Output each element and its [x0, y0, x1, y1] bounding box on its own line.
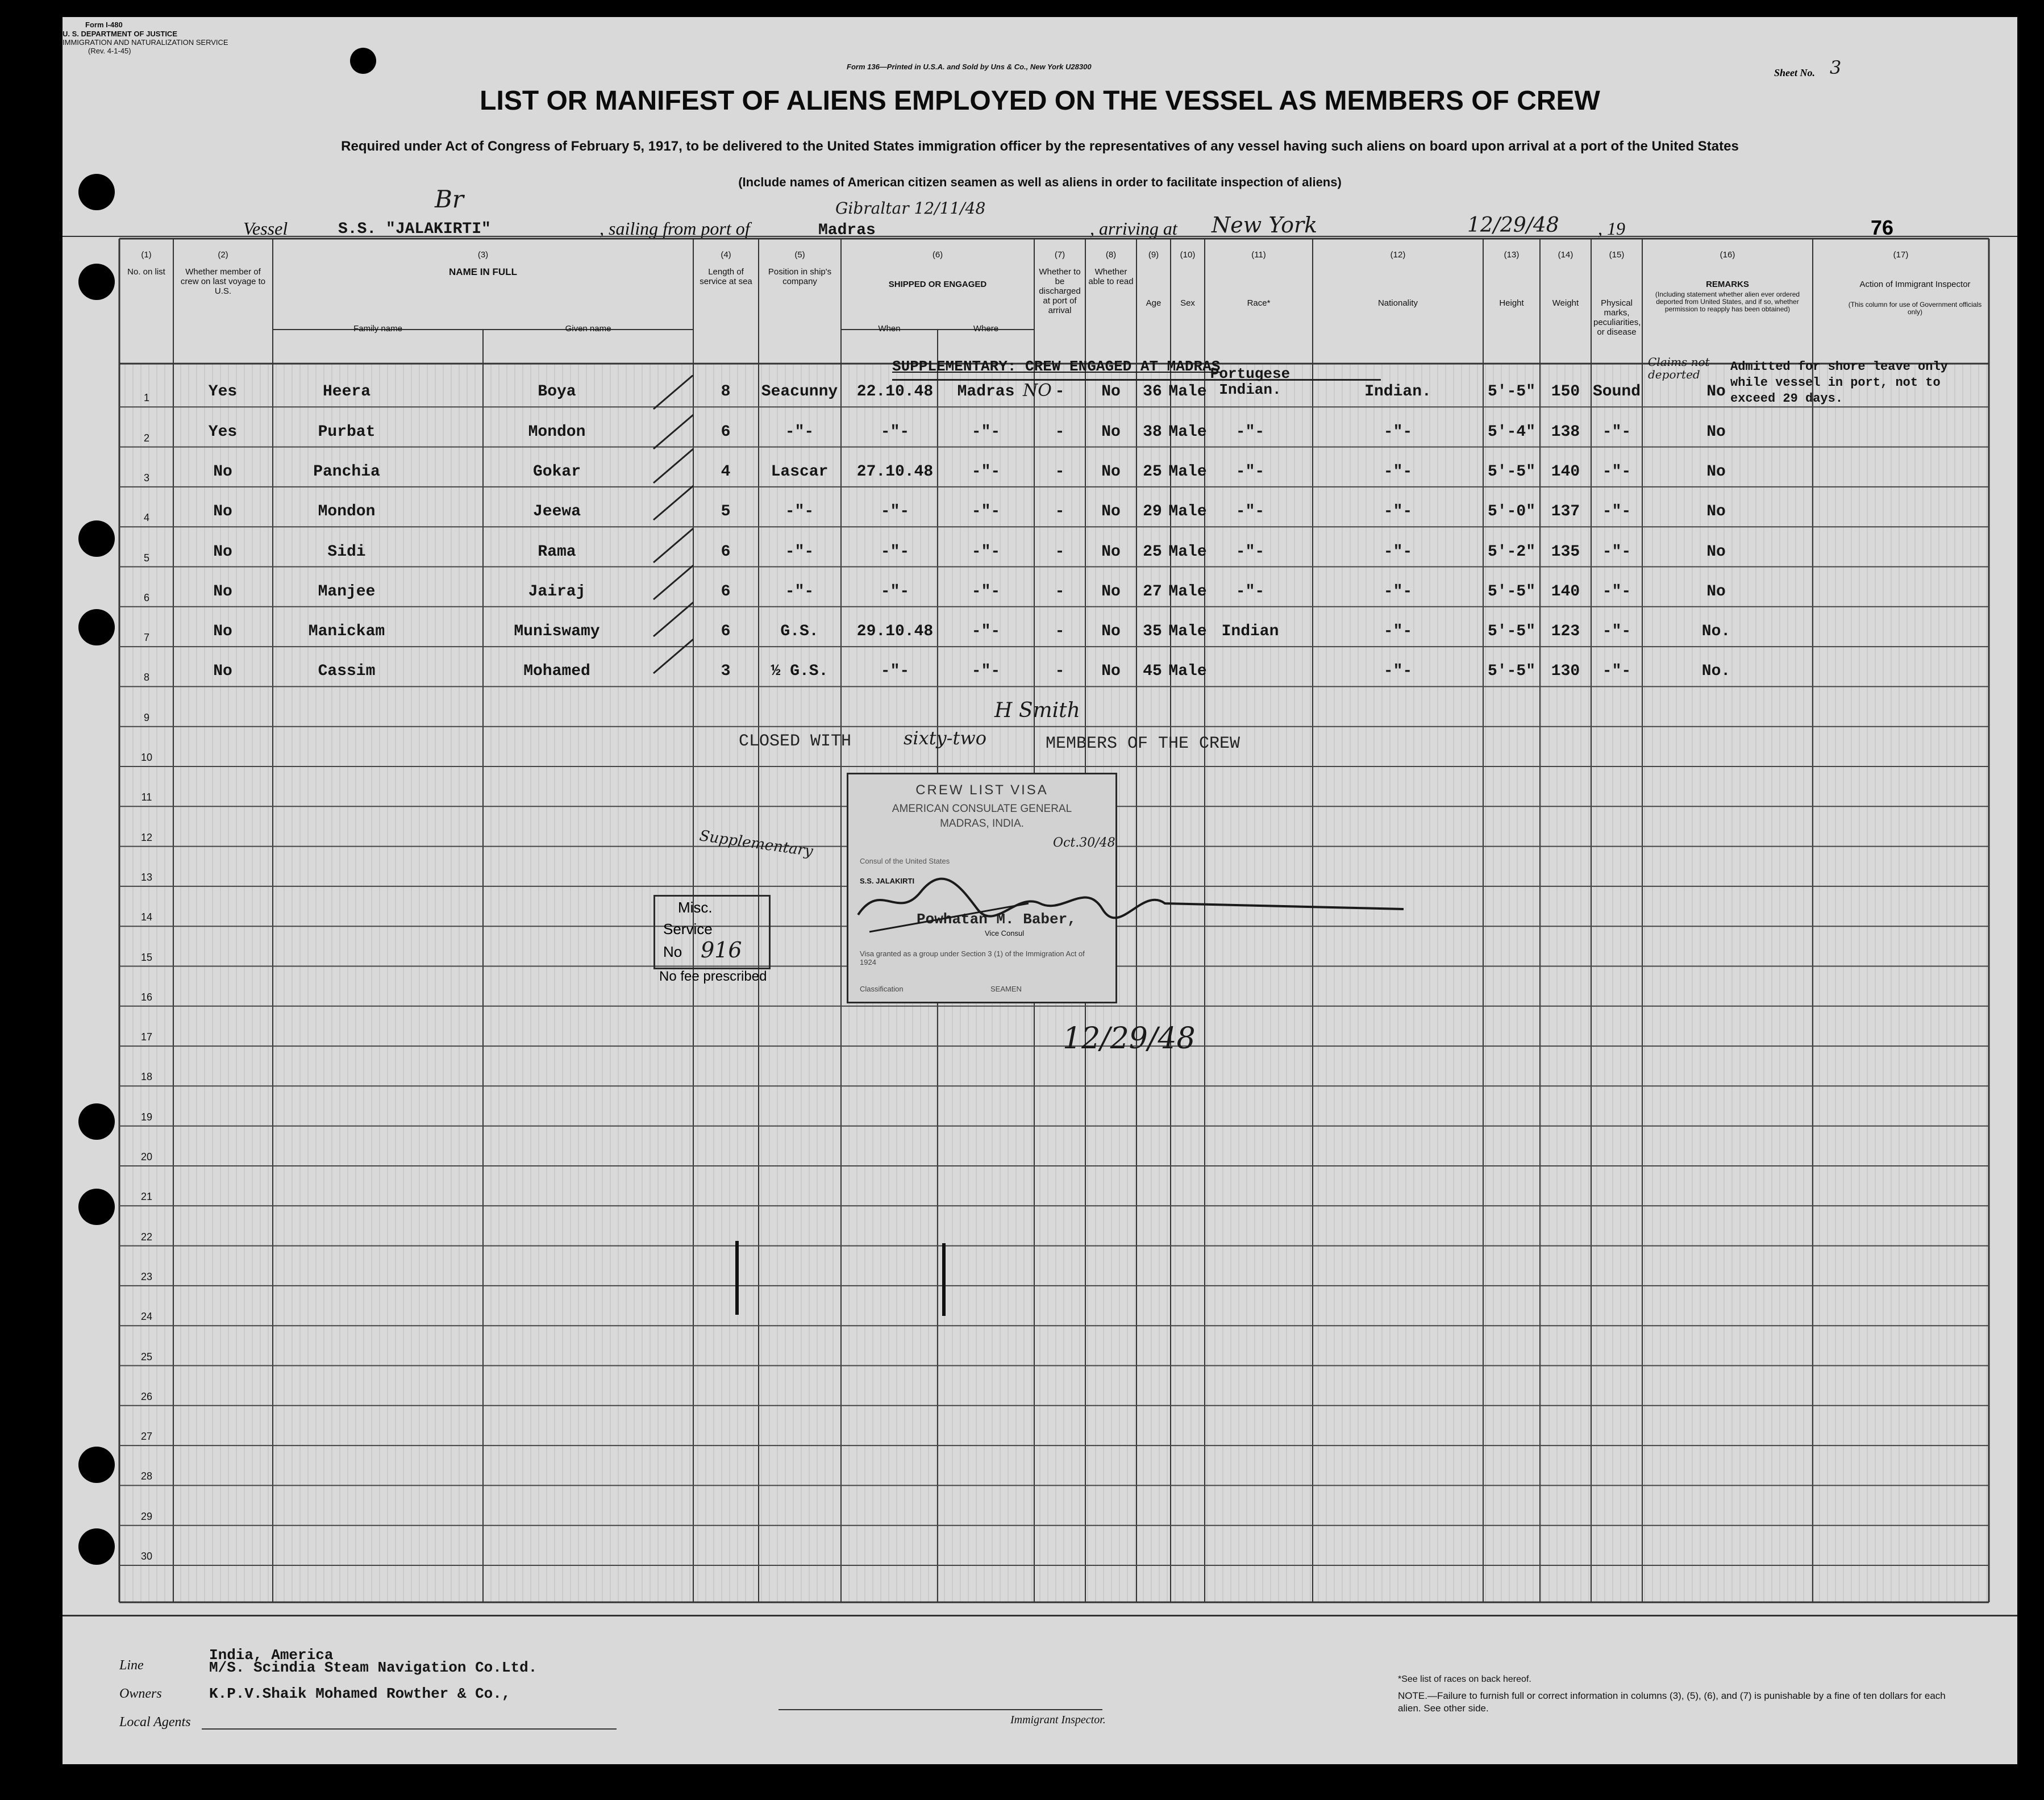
cell-where: -"- — [971, 503, 1001, 521]
row-number: 2 — [143, 432, 150, 444]
row-number: 5 — [143, 552, 150, 564]
cell-given: Jairaj — [528, 582, 586, 601]
cell-sex: Male — [1168, 463, 1207, 481]
cell-where: -"- — [971, 623, 1001, 641]
footer-line-top: India, America — [209, 1647, 334, 1664]
dept-line-3: (Rev. 4-1-45) — [88, 47, 131, 55]
cell-race: Portugese Indian. — [1210, 365, 1290, 399]
cell-family: Cassim — [318, 663, 376, 681]
visa-consul-name: Powhatan M. Baber, — [917, 911, 1076, 928]
punch-mark — [350, 48, 376, 74]
column-label: Height — [1499, 298, 1524, 308]
footer-races-note: *See list of races on back hereof. — [1398, 1674, 1531, 1684]
cell-race: -"- — [1235, 582, 1265, 601]
cell-discharged: - — [1055, 463, 1065, 481]
given-name-header: Given name — [565, 324, 611, 334]
visa-consul-line: Consul of the United States — [860, 857, 950, 865]
cell-remarks: No. — [1701, 663, 1731, 681]
cell-family: Panchia — [313, 463, 380, 481]
cell-nationality: Indian. — [1364, 383, 1431, 401]
cell-service: 4 — [721, 463, 731, 481]
cell-when: -"- — [880, 543, 910, 561]
family-name-header: Family name — [353, 324, 402, 334]
row-number: 27 — [140, 1431, 153, 1443]
column-number: (16) — [1720, 250, 1735, 260]
inspector-note: (This column for use of Government officials only) — [1848, 301, 1982, 316]
cell-where: -"- — [971, 423, 1001, 441]
column-number: (11) — [1251, 250, 1266, 260]
cell-remarks: No — [1706, 582, 1726, 601]
column-label: Weight — [1552, 298, 1579, 308]
cell-nationality: -"- — [1383, 463, 1413, 481]
cell-position: Lascar — [771, 463, 829, 481]
row-number: 11 — [141, 791, 152, 803]
misc-line-2: Service — [663, 920, 713, 938]
row-number: 19 — [140, 1111, 153, 1123]
row-number: 24 — [140, 1311, 153, 1323]
visa-ship-line: S.S. JALAKIRTI — [860, 877, 915, 885]
row-number: 7 — [143, 632, 150, 644]
arriving-label: , arriving at — [1090, 218, 1177, 239]
cell-given: Muniswamy — [514, 623, 600, 641]
column-number: (17) — [1893, 250, 1909, 260]
cell-when: -"- — [880, 582, 910, 601]
year-label: , 19 — [1598, 218, 1625, 239]
cell-sex: Male — [1168, 383, 1207, 401]
cell-marks: -"- — [1602, 543, 1631, 561]
binder-hole — [78, 264, 115, 300]
cell-where: -"- — [971, 663, 1001, 681]
cell-position: G.S. — [780, 623, 819, 641]
column-number: (10) — [1180, 250, 1196, 260]
cell-marks: -"- — [1602, 503, 1631, 521]
cell-age: 45 — [1143, 663, 1162, 681]
column-number: (2) — [218, 250, 228, 260]
cell-height: 5'-5" — [1487, 463, 1536, 481]
row-number: 20 — [140, 1151, 153, 1162]
cell-where: Madras — [957, 383, 1015, 401]
visa-consul-role: Vice Consul — [985, 929, 1025, 938]
row-number: 16 — [140, 991, 153, 1003]
inspector-header: Action of Immigrant Inspector — [1859, 280, 1971, 289]
cell-where: -"- — [971, 582, 1001, 601]
row-number: 21 — [140, 1191, 153, 1203]
cell-nationality: -"- — [1383, 543, 1413, 561]
cell-discharged: - — [1055, 623, 1065, 641]
cell-race: -"- — [1235, 543, 1265, 561]
column-label: Whether able to read — [1088, 267, 1134, 286]
cell-read: No — [1101, 582, 1121, 601]
closed-with-initials: H Smith — [994, 699, 1080, 722]
cell-service: 3 — [721, 663, 731, 681]
when-header: When — [878, 324, 901, 334]
cell-height: 5'-5" — [1487, 623, 1536, 641]
cell-weight: 137 — [1551, 503, 1580, 521]
column-label: No. on list — [127, 267, 165, 277]
row-number: 13 — [140, 871, 153, 883]
column-number: (14) — [1558, 250, 1573, 260]
cell-sex: Male — [1168, 503, 1207, 521]
cell-prev: No — [213, 582, 232, 601]
cell-position: -"- — [785, 503, 814, 521]
row-number: 1 — [143, 392, 150, 404]
cell-prev: No — [213, 623, 232, 641]
row-number: 26 — [140, 1390, 153, 1402]
column-number: (4) — [721, 250, 731, 260]
column-label: Position in ship's company — [768, 267, 832, 286]
column-label: Physical marks, peculiarities, or disease — [1593, 298, 1641, 337]
closed-with-suffix: MEMBERS OF THE CREW — [1046, 734, 1240, 753]
row-number: 15 — [140, 951, 153, 963]
footer-owners-label: Owners — [119, 1686, 162, 1701]
cell-remarks: No — [1706, 383, 1726, 401]
cell-marks: -"- — [1602, 663, 1631, 681]
cell-weight: 140 — [1551, 582, 1580, 601]
footer-inspector-label: Immigrant Inspector. — [1010, 1714, 1106, 1726]
cell-nationality: -"- — [1383, 423, 1413, 441]
cell-position: Seacunny — [761, 383, 838, 401]
cell-height: 5'-5" — [1487, 582, 1536, 601]
cell-age: 38 — [1143, 423, 1162, 441]
cell-given: Boya — [538, 383, 576, 401]
cell-given: Mohamed — [523, 663, 590, 681]
cell-prev: Yes — [208, 423, 238, 441]
column-label: Sex — [1180, 298, 1195, 308]
row-number: 23 — [140, 1270, 153, 1282]
footer-owners-value: K.P.V.Shaik Mohamed Rowther & Co., — [209, 1685, 511, 1702]
cell-service: 6 — [721, 543, 731, 561]
cell-service: 6 — [721, 582, 731, 601]
row1-hand-no: NO — [1023, 381, 1052, 401]
binder-hole — [78, 1447, 115, 1483]
cell-age: 35 — [1143, 623, 1162, 641]
supplementary-hand: Supplementary — [698, 827, 814, 860]
column-number: (12) — [1390, 250, 1406, 260]
cell-position: -"- — [785, 582, 814, 601]
hand-date: 12/29/48 — [1063, 1022, 1196, 1056]
vessel-label: Vessel — [243, 218, 288, 239]
cell-age: 27 — [1143, 582, 1162, 601]
cell-prev: No — [213, 463, 232, 481]
row-number: 12 — [140, 831, 153, 843]
visa-date: Oct.30/48 — [1053, 836, 1115, 850]
cell-service: 8 — [721, 383, 731, 401]
inspector-signature-line — [779, 1709, 1102, 1710]
cell-weight: 150 — [1551, 383, 1580, 401]
cell-height: 5'-5" — [1487, 663, 1536, 681]
check-slashes — [648, 375, 699, 693]
cell-when: -"- — [880, 423, 910, 441]
cell-marks: -"- — [1602, 623, 1631, 641]
row-number: 22 — [140, 1231, 153, 1243]
column-label: Whether member of crew on last voyage to U.S. — [180, 267, 266, 296]
cell-position: -"- — [785, 543, 814, 561]
pen-mark-right — [942, 1243, 946, 1316]
cell-family: Heera — [322, 383, 371, 401]
row-number: 25 — [140, 1351, 153, 1363]
page-mark: 76 — [1871, 216, 1894, 239]
column-number: (8) — [1105, 250, 1117, 260]
sailing-port: Madras — [818, 222, 876, 239]
footer-line-label: Line — [119, 1658, 144, 1673]
footer-line-value: M/S. Scindia Steam Navigation Co.Ltd. — [209, 1659, 538, 1676]
row-number: 6 — [143, 591, 150, 603]
sailing-hand-note: Gibraltar 12/11/48 — [835, 199, 986, 218]
sheet-label: Sheet No. — [1774, 67, 1815, 78]
cell-height: 5'-2" — [1487, 543, 1536, 561]
row-number: 3 — [143, 472, 150, 484]
cell-nationality: -"- — [1383, 582, 1413, 601]
cell-family: Purbat — [318, 423, 376, 441]
cell-marks: -"- — [1602, 463, 1631, 481]
cell-weight: 130 — [1551, 663, 1580, 681]
cell-read: No — [1101, 623, 1121, 641]
cell-when: -"- — [880, 503, 910, 521]
misc-line-1: Misc. — [678, 899, 713, 916]
cell-race: Indian — [1221, 623, 1279, 641]
cell-given: Jeewa — [532, 503, 581, 521]
cell-given: Mondon — [528, 423, 586, 441]
misc-service-stamp — [653, 895, 771, 969]
closed-with-prefix: CLOSED WITH — [739, 732, 852, 751]
column-label: Nationality — [1377, 298, 1418, 308]
row-number: 28 — [140, 1470, 153, 1482]
column-label: Race* — [1247, 298, 1271, 308]
closed-with-count: sixty-two — [904, 727, 986, 749]
row-number: 4 — [143, 512, 150, 524]
include-names-note: (Include names of American citizen seamen as well as aliens in order to facilitate inspection of aliens) — [738, 175, 1342, 189]
cell-read: No — [1101, 543, 1121, 561]
cell-marks: Sound — [1592, 383, 1641, 401]
binder-hole — [78, 1189, 115, 1225]
cell-race: -"- — [1235, 423, 1265, 441]
cell-when: -"- — [880, 663, 910, 681]
arrival-date: 12/29/48 — [1467, 214, 1559, 237]
cell-weight: 135 — [1551, 543, 1580, 561]
dept-line-2: IMMIGRATION AND NATURALIZATION SERVICE — [63, 38, 228, 47]
footer-agents-line — [202, 1728, 617, 1730]
cell-remarks: No. — [1701, 623, 1731, 641]
name-in-full-header: NAME IN FULL — [449, 266, 517, 277]
row-number: 30 — [140, 1551, 153, 1562]
cell-age: 25 — [1143, 543, 1162, 561]
form-id: Form I-480 — [85, 20, 123, 29]
shipped-engaged-header: SHIPPED OR ENGAGED — [888, 280, 987, 289]
cell-height: 5'-0" — [1487, 503, 1536, 521]
cell-family: Manjee — [318, 582, 376, 601]
arriving-port: New York — [1212, 213, 1318, 238]
cell-read: No — [1101, 423, 1121, 441]
column-number: (7) — [1054, 250, 1065, 260]
remarks-note: (Including statement whether alien ever ordered deported from United States, and if so, whether permission to reapply has been obtained) — [1655, 290, 1800, 313]
misc-fee-note: No fee prescribed — [659, 969, 767, 984]
binder-hole — [78, 174, 115, 210]
cell-discharged: - — [1055, 663, 1065, 681]
cell-service: 6 — [721, 623, 731, 641]
remarks-hand-note: Claims not deported — [1648, 355, 1710, 381]
cell-position: -"- — [785, 423, 814, 441]
cell-age: 25 — [1143, 463, 1162, 481]
cell-height: 5'-4" — [1487, 423, 1536, 441]
cell-given: Rama — [538, 543, 576, 561]
banner-rule — [892, 379, 1381, 381]
column-number: (13) — [1504, 250, 1520, 260]
cell-marks: -"- — [1602, 582, 1631, 601]
visa-classification-label: Classification — [860, 985, 904, 993]
pen-mark-left — [735, 1241, 739, 1315]
cell-remarks: No — [1706, 543, 1726, 561]
vessel-hand-note: Br — [435, 185, 464, 213]
column-label: Age — [1146, 298, 1162, 308]
row-number: 17 — [140, 1031, 153, 1043]
column-label: Length of service at sea — [700, 267, 752, 286]
vessel-name: S.S. "JALAKIRTI" — [338, 220, 491, 238]
cell-discharged: - — [1055, 582, 1065, 601]
cell-position: ½ G.S. — [771, 663, 829, 681]
consul-signature — [847, 869, 1404, 949]
row-number: 8 — [143, 672, 150, 684]
cell-remarks: No — [1706, 423, 1726, 441]
row-number: 9 — [143, 711, 150, 723]
sailing-label: , sailing from port of — [600, 218, 750, 239]
cell-marks: -"- — [1602, 423, 1631, 441]
column-label: Whether to be discharged at port of arrival — [1039, 267, 1081, 315]
visa-line-2: MADRAS, INDIA. — [940, 818, 1024, 830]
column-number: (15) — [1609, 250, 1625, 260]
cell-weight: 138 — [1551, 423, 1580, 441]
footer-note: NOTE.—Failure to furnish full or correct information in columns (3), (5), (6), and (7) is punishable by a fine of ten dollars for each alien. See other side. — [1398, 1690, 1946, 1714]
supplementary-banner: SUPPLEMENTARY: CREW ENGAGED AT MADRAS — [892, 358, 1221, 375]
binder-hole — [78, 520, 115, 557]
cell-prev: Yes — [208, 383, 238, 401]
cell-weight: 123 — [1551, 623, 1580, 641]
cell-read: No — [1101, 463, 1121, 481]
cell-sex: Male — [1168, 543, 1207, 561]
visa-line-1: AMERICAN CONSULATE GENERAL — [892, 803, 1072, 815]
cell-sex: Male — [1168, 663, 1207, 681]
cell-family: Sidi — [327, 543, 366, 561]
binder-hole — [78, 1528, 115, 1565]
cell-family: Mondon — [318, 503, 376, 521]
column-number: (5) — [794, 250, 805, 260]
cell-remarks: No — [1706, 503, 1726, 521]
cell-family: Manickam — [308, 623, 385, 641]
cell-nationality: -"- — [1383, 623, 1413, 641]
cell-prev: No — [213, 663, 232, 681]
cell-age: 36 — [1143, 383, 1162, 401]
visa-classification: SEAMEN — [990, 985, 1022, 993]
cell-nationality: -"- — [1383, 663, 1413, 681]
row-number: 18 — [140, 1071, 153, 1083]
cell-sex: Male — [1168, 623, 1207, 641]
cell-weight: 140 — [1551, 463, 1580, 481]
cell-read: No — [1101, 383, 1121, 401]
cell-where: -"- — [971, 543, 1001, 561]
column-number: (3) — [477, 250, 489, 260]
column-number: (9) — [1148, 250, 1159, 260]
cell-service: 6 — [721, 423, 731, 441]
cell-sex: Male — [1168, 423, 1207, 441]
remarks-side-note: Admitted for shore leave only while vessel in port, not to exceed 29 days. — [1730, 360, 1948, 406]
cell-nationality: -"- — [1383, 503, 1413, 521]
column-number: (6) — [932, 250, 943, 260]
dept-line-1: U. S. DEPARTMENT OF JUSTICE — [63, 30, 177, 38]
row-number: 29 — [140, 1510, 153, 1522]
cell-discharged: - — [1055, 423, 1065, 441]
cell-prev: No — [213, 543, 232, 561]
cell-sex: Male — [1168, 582, 1207, 601]
cell-discharged: - — [1055, 543, 1065, 561]
cell-when: 29.10.48 — [856, 623, 934, 641]
cell-service: 5 — [721, 503, 731, 521]
misc-number: 916 — [701, 938, 742, 963]
cell-discharged: - — [1055, 503, 1065, 521]
cell-when: 27.10.48 — [856, 463, 934, 481]
cell-read: No — [1101, 663, 1121, 681]
cell-prev: No — [213, 503, 232, 521]
cell-read: No — [1101, 503, 1121, 521]
cell-age: 29 — [1143, 503, 1162, 521]
binder-hole — [78, 609, 115, 645]
required-under-act: Required under Act of Congress of February 5, 1917, to be delivered to the United States immigration officer by the representatives of any vessel having such aliens on board upon arrival at a port of the United States — [341, 139, 1739, 154]
printer-line: Form 136—Printed in U.S.A. and Sold by Uns & Co., New York U28300 — [847, 63, 1092, 71]
cell-race: -"- — [1235, 503, 1265, 521]
manifest-title: LIST OR MANIFEST OF ALIENS EMPLOYED ON THE VESSEL AS MEMBERS OF CREW — [480, 86, 1600, 116]
cell-race: -"- — [1235, 463, 1265, 481]
where-header: Where — [973, 324, 999, 334]
misc-no-label: No — [663, 943, 682, 960]
cell-height: 5'-5" — [1487, 383, 1536, 401]
cell-where: -"- — [971, 463, 1001, 481]
cell-remarks: No — [1706, 463, 1726, 481]
remarks-header: REMARKS — [1706, 280, 1749, 289]
column-number: (1) — [141, 250, 152, 260]
cell-given: Gokar — [532, 463, 581, 481]
row-number: 10 — [140, 752, 153, 763]
sheet-number: 3 — [1830, 57, 1842, 78]
cell-discharged: - — [1055, 383, 1065, 401]
footer-rule — [63, 1615, 2017, 1616]
cell-when: 22.10.48 — [856, 383, 934, 401]
row-number: 14 — [140, 911, 153, 923]
manifest-sheet — [63, 17, 2017, 1764]
binder-hole — [78, 1103, 115, 1140]
visa-grant-note: Visa granted as a group under Section 3 (1) of the Immigration Act of 1924 — [860, 949, 1085, 966]
visa-title: CREW LIST VISA — [915, 782, 1048, 798]
footer-agents-label: Local Agents — [119, 1715, 191, 1730]
